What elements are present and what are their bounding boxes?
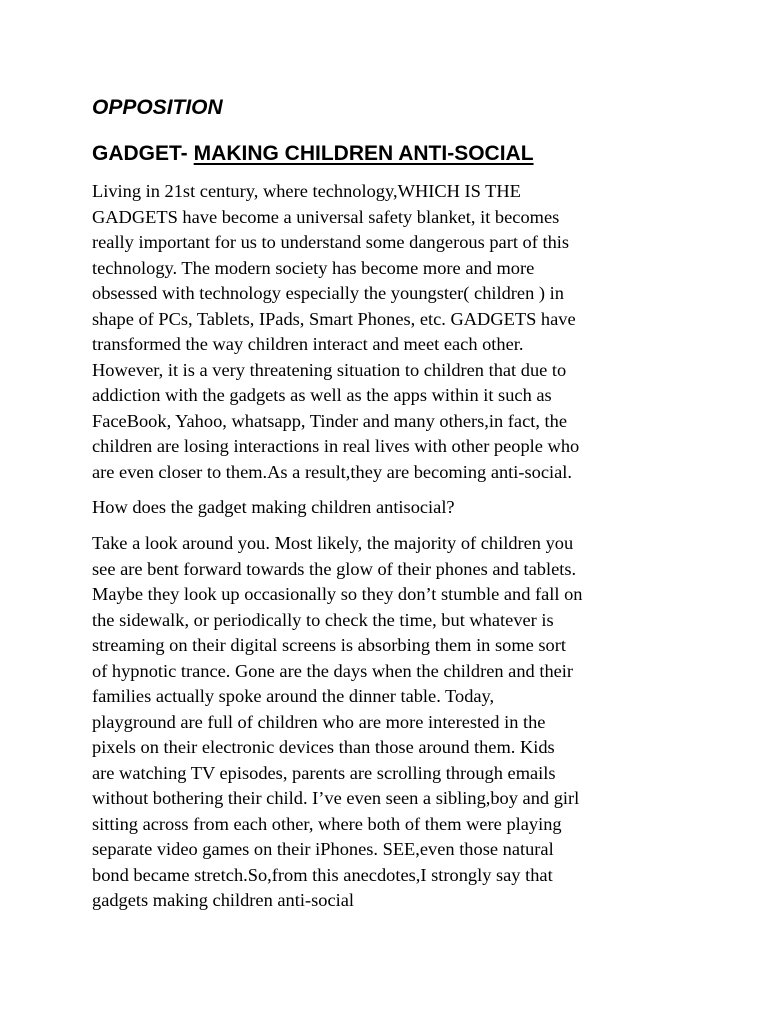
question-paragraph: How does the gadget making children antisocial?: [92, 497, 455, 517]
intro-paragraph: Living in 21st century, where technology,WHICH IS THE GADGETS have become a universal safety blanket, it becomes really important for us to understand some dangerous part of this technology. The modern society has become more and more obsessed with technology especially the youngster( children ) in shape of PCs, Tablets, IPads, Smart Phones, etc. GADGETS have transformed the way children interact and meet each other. However, it is a very threatening situation to children that due to addiction with the gadgets as well as the apps within it such as FaceBook, Yahoo, whatsapp, Tinder and many others,in fact, the children are losing interactions in real lives with other people who are even closer to them.As a result,they are becoming anti-social.: [92, 181, 580, 482]
title-subject: MAKING CHILDREN ANTI-SOCIAL: [193, 142, 534, 165]
page-title: [92, 139, 534, 169]
section-heading: OPPOSITION: [92, 96, 223, 119]
title-prefix: GADGET-: [92, 142, 188, 165]
argument-paragraph: Take a look around you. Most likely, the majority of children you see are bent forward towards the glow of their phones and tablets. Maybe they look up occasionally so they don’t stumble and fall on the sidewalk, or periodically to check the time, but whatever is streaming on their digital screens is absorbing them in some sort of hypnotic trance. Gone are the days when the children and their families actually spoke around the dinner table. Today, playground are full of children who are more interested in the pixels on their electronic devices than those around them. Kids are watching TV episodes, parents are scrolling through emails without bothering their child. I’ve even seen a sibling,boy and girl sitting across from each other, where both of them were playing separate video games on their iPhones. SEE,even those natural bond became stretch.So,from this anecdotes,I strongly say that gadgets making children anti-social: [92, 533, 583, 910]
